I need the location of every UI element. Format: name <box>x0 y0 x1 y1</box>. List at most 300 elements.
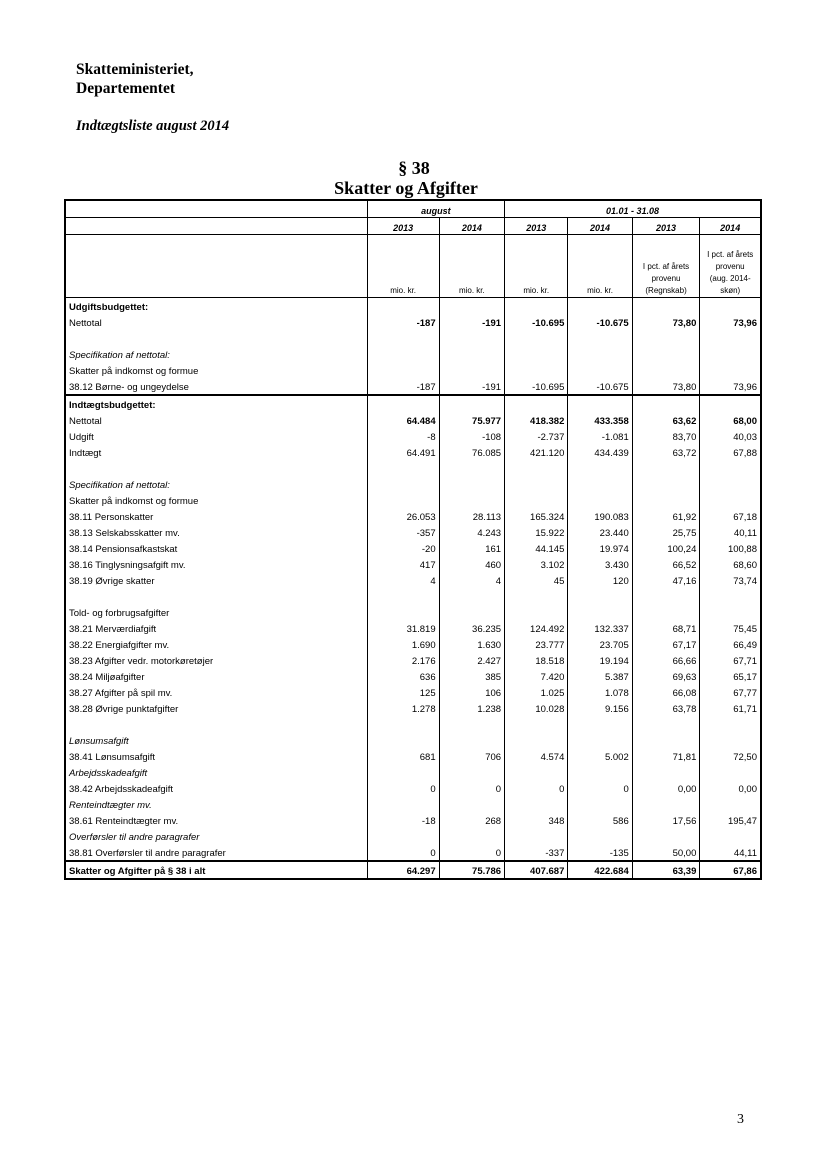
table-row <box>66 362 760 378</box>
cell-value <box>632 460 700 476</box>
row-label: 38.19 Øvrige skatter <box>66 572 367 588</box>
cell-value: -10.675 <box>568 314 632 330</box>
unit-label: mio. kr. <box>439 235 504 298</box>
cell-value: 67,18 <box>733 512 757 523</box>
cell-value: 418.382 <box>505 412 568 428</box>
cell-value: -187 <box>367 378 439 395</box>
cell-value <box>632 362 700 378</box>
cell-value: 40,11 <box>733 528 757 539</box>
table-row <box>66 636 760 652</box>
cell-value <box>700 604 760 620</box>
row-label: 38.81 Overførsler til andre paragrafer <box>66 844 367 861</box>
cell-value <box>568 828 632 844</box>
cell-value: 72,50 <box>733 752 757 763</box>
cell-value: 100,88 <box>727 544 757 555</box>
cell-value: 106 <box>439 684 504 700</box>
row-label: 38.11 Personskatter <box>66 508 367 524</box>
cell-value: 3.430 <box>568 556 632 572</box>
cell-value: 67,86 <box>700 861 760 878</box>
cell-value <box>632 764 700 780</box>
cell-value: -18 <box>367 812 439 828</box>
cell-value <box>367 732 439 748</box>
cell-value <box>700 362 760 378</box>
cell-value: 417 <box>367 556 439 572</box>
cell-value: 2.176 <box>367 652 439 668</box>
year-header: 2013 <box>632 218 700 235</box>
cell-value: 15.922 <box>505 524 568 540</box>
table-row <box>66 346 760 362</box>
cell-value <box>439 828 504 844</box>
cell-value: 125 <box>367 684 439 700</box>
cell-value: 190.083 <box>568 508 632 524</box>
section-number: § 38 <box>398 158 430 178</box>
year-header: 2014 <box>568 218 632 235</box>
cell-value: -191 <box>439 378 504 395</box>
table-row <box>66 444 760 460</box>
cell-value <box>505 732 568 748</box>
cell-value <box>568 588 632 604</box>
cell-value <box>505 346 568 362</box>
cell-value: 161 <box>439 540 504 556</box>
cell-value: 75,45 <box>733 624 757 635</box>
cell-value: 460 <box>439 556 504 572</box>
cell-value <box>367 764 439 780</box>
cell-value <box>632 346 700 362</box>
cell-value: 433.358 <box>568 412 632 428</box>
cell-value: 73,80 <box>632 314 700 330</box>
org-line-2: Departementet <box>76 80 175 97</box>
cell-value <box>700 716 760 732</box>
unit-label: mio. kr. <box>505 235 568 298</box>
cell-value <box>439 298 504 315</box>
cell-value: -108 <box>439 428 504 444</box>
row-label: Arbejdsskadeafgift <box>66 764 367 780</box>
row-label: Indtægt <box>66 444 367 460</box>
cell-value: 348 <box>505 812 568 828</box>
row-label: Renteindtægter mv. <box>66 796 367 812</box>
cell-value <box>367 395 439 412</box>
cell-value: 165.324 <box>505 508 568 524</box>
header-period: 01.01 - 31.08 <box>505 201 760 218</box>
table-row <box>66 828 760 844</box>
table-row <box>66 861 760 878</box>
cell-value <box>505 796 568 812</box>
cell-value <box>568 346 632 362</box>
cell-value <box>505 828 568 844</box>
cell-value <box>632 298 700 315</box>
cell-value: 44.145 <box>505 540 568 556</box>
row-label: 38.12 Børne- og ungeydelse <box>66 378 367 395</box>
cell-value: 67,71 <box>733 656 757 667</box>
table-row <box>66 588 760 604</box>
org-line-1: Skatteministeriet, <box>76 61 194 78</box>
row-label: 38.61 Renteindtægter mv. <box>66 812 367 828</box>
table-row <box>66 812 760 828</box>
cell-value <box>568 362 632 378</box>
cell-value: 1.238 <box>439 700 504 716</box>
cell-value <box>367 476 439 492</box>
cell-value: 68,71 <box>632 620 700 636</box>
cell-value: 23.777 <box>505 636 568 652</box>
cell-value: 3.102 <box>505 556 568 572</box>
cell-value <box>439 346 504 362</box>
row-label: 38.22 Energiafgifter mv. <box>66 636 367 652</box>
cell-value: 73,96 <box>733 318 757 329</box>
cell-value <box>700 796 760 812</box>
cell-value <box>568 476 632 492</box>
table-row <box>66 780 760 796</box>
row-label: Lønsumsafgift <box>66 732 367 748</box>
cell-value: 10.028 <box>505 700 568 716</box>
pct-regnskab-label: I pct. af årets provenu (Regnskab) <box>632 235 700 298</box>
cell-value: 67,88 <box>733 448 757 459</box>
cell-value: 132.337 <box>568 620 632 636</box>
table-row <box>66 556 760 572</box>
cell-value: 64.484 <box>367 412 439 428</box>
cell-value <box>700 732 760 748</box>
cell-value: 75.977 <box>439 412 504 428</box>
table-row <box>66 652 760 668</box>
cell-value <box>568 492 632 508</box>
cell-value: 63,39 <box>632 861 700 878</box>
cell-value: 17,56 <box>632 812 700 828</box>
cell-value: 73,74 <box>733 576 757 587</box>
cell-value <box>700 346 760 362</box>
cell-value: 67,77 <box>733 688 757 699</box>
table-row <box>66 330 760 346</box>
cell-value: 4 <box>367 572 439 588</box>
cell-value: 68,60 <box>733 560 757 571</box>
cell-value: 68,00 <box>733 416 757 427</box>
row-label: 38.16 Tinglysningsafgift mv. <box>66 556 367 572</box>
cell-value <box>700 588 760 604</box>
cell-value: 4.574 <box>505 748 568 764</box>
table-row <box>66 298 760 315</box>
row-label: 38.42 Arbejdsskadeafgift <box>66 780 367 796</box>
cell-value <box>439 362 504 378</box>
year-header: 2014 <box>700 218 760 235</box>
cell-value <box>367 330 439 346</box>
page-number: 3 <box>737 1112 744 1127</box>
cell-value <box>505 604 568 620</box>
row-label: 38.14 Pensionsafkastskat <box>66 540 367 556</box>
cell-value <box>367 492 439 508</box>
header-group-row <box>66 201 760 218</box>
cell-value: 5.387 <box>568 668 632 684</box>
header-blank <box>66 218 367 235</box>
cell-value <box>367 796 439 812</box>
cell-value: 61,71 <box>733 704 757 715</box>
cell-value: 63,62 <box>632 412 700 428</box>
cell-value: 407.687 <box>505 861 568 878</box>
cell-value: 2.427 <box>439 652 504 668</box>
revenue-table <box>66 201 760 878</box>
cell-value <box>439 492 504 508</box>
header-year-row <box>66 218 760 235</box>
cell-value <box>632 330 700 346</box>
row-label: 38.28 Øvrige punktafgifter <box>66 700 367 716</box>
table-body <box>66 298 760 879</box>
cell-value: 1.630 <box>439 636 504 652</box>
cell-value: 36.235 <box>439 620 504 636</box>
cell-value: 422.684 <box>568 861 632 878</box>
table-row <box>66 492 760 508</box>
cell-value: 1.690 <box>367 636 439 652</box>
cell-value: -357 <box>367 524 439 540</box>
cell-value <box>505 362 568 378</box>
pct-skon-label: I pct. af årets provenu (aug. 2014- skøn) <box>707 250 754 295</box>
cell-value: 31.819 <box>367 620 439 636</box>
cell-value <box>632 604 700 620</box>
cell-value: 195,47 <box>727 816 757 827</box>
cell-value <box>632 732 700 748</box>
cell-value: 19.194 <box>568 652 632 668</box>
cell-value: -337 <box>505 844 568 861</box>
cell-value: 9.156 <box>568 700 632 716</box>
header-blank <box>66 235 367 298</box>
cell-value: 69,63 <box>632 668 700 684</box>
cell-value: 0,00 <box>738 784 757 795</box>
cell-value: 421.120 <box>505 444 568 460</box>
cell-value: 0 <box>505 780 568 796</box>
cell-value: -2.737 <box>505 428 568 444</box>
cell-value <box>505 298 568 315</box>
table-row <box>66 700 760 716</box>
cell-value: 67,17 <box>632 636 700 652</box>
cell-value: 0 <box>367 780 439 796</box>
cell-value: 1.278 <box>367 700 439 716</box>
cell-value <box>632 588 700 604</box>
cell-value: 4.243 <box>439 524 504 540</box>
cell-value <box>367 588 439 604</box>
cell-value: -1.081 <box>568 428 632 444</box>
cell-value: 61,92 <box>632 508 700 524</box>
table-row <box>66 314 760 330</box>
cell-value: 434.439 <box>568 444 632 460</box>
cell-value <box>505 588 568 604</box>
cell-value: -10.695 <box>505 378 568 395</box>
cell-value: 73,80 <box>632 378 700 395</box>
cell-value: 66,49 <box>733 640 757 651</box>
cell-value <box>568 716 632 732</box>
cell-value: 385 <box>439 668 504 684</box>
cell-value <box>367 362 439 378</box>
cell-value: -135 <box>568 844 632 861</box>
table-row <box>66 748 760 764</box>
row-label: Indtægtsbudgettet: <box>66 395 367 412</box>
cell-value: -8 <box>367 428 439 444</box>
cell-value <box>367 828 439 844</box>
cell-value <box>439 330 504 346</box>
cell-value <box>568 298 632 315</box>
row-label <box>66 588 367 604</box>
organization-name <box>76 60 194 98</box>
row-label: Specifikation af nettotal: <box>66 476 367 492</box>
table-row <box>66 732 760 748</box>
row-label: 38.24 Miljøafgifter <box>66 668 367 684</box>
cell-value: 73,96 <box>733 382 757 393</box>
cell-value <box>568 395 632 412</box>
cell-value <box>505 460 568 476</box>
section-title: Skatter og Afgifter <box>334 178 478 198</box>
cell-value: 706 <box>439 748 504 764</box>
table-row <box>66 668 760 684</box>
table-row <box>66 378 760 395</box>
cell-value <box>700 460 760 476</box>
row-label: Udgiftsbudgettet: <box>66 298 367 315</box>
cell-value <box>568 604 632 620</box>
cell-value <box>700 764 760 780</box>
year-header: 2013 <box>367 218 439 235</box>
cell-value: 7.420 <box>505 668 568 684</box>
cell-value: 25,75 <box>632 524 700 540</box>
cell-value: 0,00 <box>632 780 700 796</box>
cell-value <box>505 395 568 412</box>
cell-value: 4 <box>439 572 504 588</box>
table-row <box>66 844 760 861</box>
cell-value <box>568 460 632 476</box>
cell-value: 83,70 <box>632 428 700 444</box>
cell-value: -10.695 <box>505 314 568 330</box>
header-unit-row <box>66 235 760 298</box>
table-row <box>66 524 760 540</box>
cell-value: 66,52 <box>632 556 700 572</box>
cell-value <box>632 716 700 732</box>
cell-value <box>439 476 504 492</box>
cell-value <box>700 298 760 315</box>
row-label: Skatter på indkomst og formue <box>66 492 367 508</box>
cell-value <box>700 395 760 412</box>
row-label: 38.41 Lønsumsafgift <box>66 748 367 764</box>
table-row <box>66 796 760 812</box>
cell-value: 18.518 <box>505 652 568 668</box>
table-row <box>66 428 760 444</box>
row-label: Overførsler til andre paragrafer <box>66 828 367 844</box>
row-label: 38.23 Afgifter vedr. motorkøretøjer <box>66 652 367 668</box>
cell-value <box>505 764 568 780</box>
table-row <box>66 508 760 524</box>
cell-value: 100,24 <box>632 540 700 556</box>
cell-value <box>568 732 632 748</box>
row-label: Skatter og Afgifter på § 38 i alt <box>66 861 367 878</box>
row-label: Nettotal <box>66 314 367 330</box>
row-label <box>66 330 367 346</box>
cell-value: 47,16 <box>632 572 700 588</box>
cell-value: 66,66 <box>632 652 700 668</box>
table-row <box>66 604 760 620</box>
cell-value: 19.974 <box>568 540 632 556</box>
cell-value: 120 <box>568 572 632 588</box>
document-subtitle: Indtægtsliste august 2014 <box>76 118 230 134</box>
cell-value <box>632 476 700 492</box>
table-row <box>66 412 760 428</box>
cell-value <box>568 796 632 812</box>
row-label <box>66 716 367 732</box>
cell-value <box>439 764 504 780</box>
table-row <box>66 620 760 636</box>
cell-value <box>439 460 504 476</box>
cell-value <box>367 346 439 362</box>
cell-value: 0 <box>568 780 632 796</box>
cell-value <box>505 330 568 346</box>
cell-value <box>632 492 700 508</box>
table-row <box>66 684 760 700</box>
cell-value <box>700 492 760 508</box>
row-label: Udgift <box>66 428 367 444</box>
cell-value: 71,81 <box>632 748 700 764</box>
cell-value: -10.675 <box>568 378 632 395</box>
row-label: 38.27 Afgifter på spil mv. <box>66 684 367 700</box>
cell-value <box>632 395 700 412</box>
cell-value: 23.705 <box>568 636 632 652</box>
table-row <box>66 716 760 732</box>
cell-value <box>700 828 760 844</box>
cell-value <box>568 330 632 346</box>
cell-value: 76.085 <box>439 444 504 460</box>
row-label: 38.21 Merværdiafgift <box>66 620 367 636</box>
year-header: 2013 <box>505 218 568 235</box>
cell-value: 23.440 <box>568 524 632 540</box>
cell-value <box>505 492 568 508</box>
row-label: Specifikation af nettotal: <box>66 346 367 362</box>
cell-value <box>439 604 504 620</box>
cell-value <box>367 298 439 315</box>
row-label: Told- og forbrugsafgifter <box>66 604 367 620</box>
cell-value: 63,72 <box>632 444 700 460</box>
cell-value: -191 <box>439 314 504 330</box>
cell-value: 636 <box>367 668 439 684</box>
cell-value: 50,00 <box>632 844 700 861</box>
cell-value: 75.786 <box>439 861 504 878</box>
cell-value <box>505 716 568 732</box>
row-label: 38.13 Selskabsskatter mv. <box>66 524 367 540</box>
table-row <box>66 476 760 492</box>
table-row <box>66 540 760 556</box>
row-label: Skatter på indkomst og formue <box>66 362 367 378</box>
table-row <box>66 572 760 588</box>
cell-value: 0 <box>439 844 504 861</box>
cell-value: 681 <box>367 748 439 764</box>
cell-value: -187 <box>367 314 439 330</box>
unit-label: mio. kr. <box>367 235 439 298</box>
cell-value: 66,08 <box>632 684 700 700</box>
row-label <box>66 460 367 476</box>
cell-value: 65,17 <box>733 672 757 683</box>
cell-value: 1.078 <box>568 684 632 700</box>
cell-value <box>367 604 439 620</box>
cell-value <box>367 460 439 476</box>
cell-value <box>505 476 568 492</box>
cell-value <box>700 476 760 492</box>
cell-value <box>632 828 700 844</box>
cell-value: 40,03 <box>733 432 757 443</box>
cell-value <box>439 716 504 732</box>
cell-value: 64.297 <box>367 861 439 878</box>
cell-value: 586 <box>568 812 632 828</box>
cell-value <box>632 796 700 812</box>
cell-value <box>439 796 504 812</box>
unit-label: mio. kr. <box>568 235 632 298</box>
cell-value <box>439 732 504 748</box>
cell-value: 124.492 <box>505 620 568 636</box>
cell-value: 28.113 <box>439 508 504 524</box>
cell-value: 45 <box>505 572 568 588</box>
cell-value: 44,11 <box>733 848 757 859</box>
cell-value: -20 <box>367 540 439 556</box>
header-blank <box>66 201 367 218</box>
cell-value: 0 <box>367 844 439 861</box>
cell-value <box>367 716 439 732</box>
